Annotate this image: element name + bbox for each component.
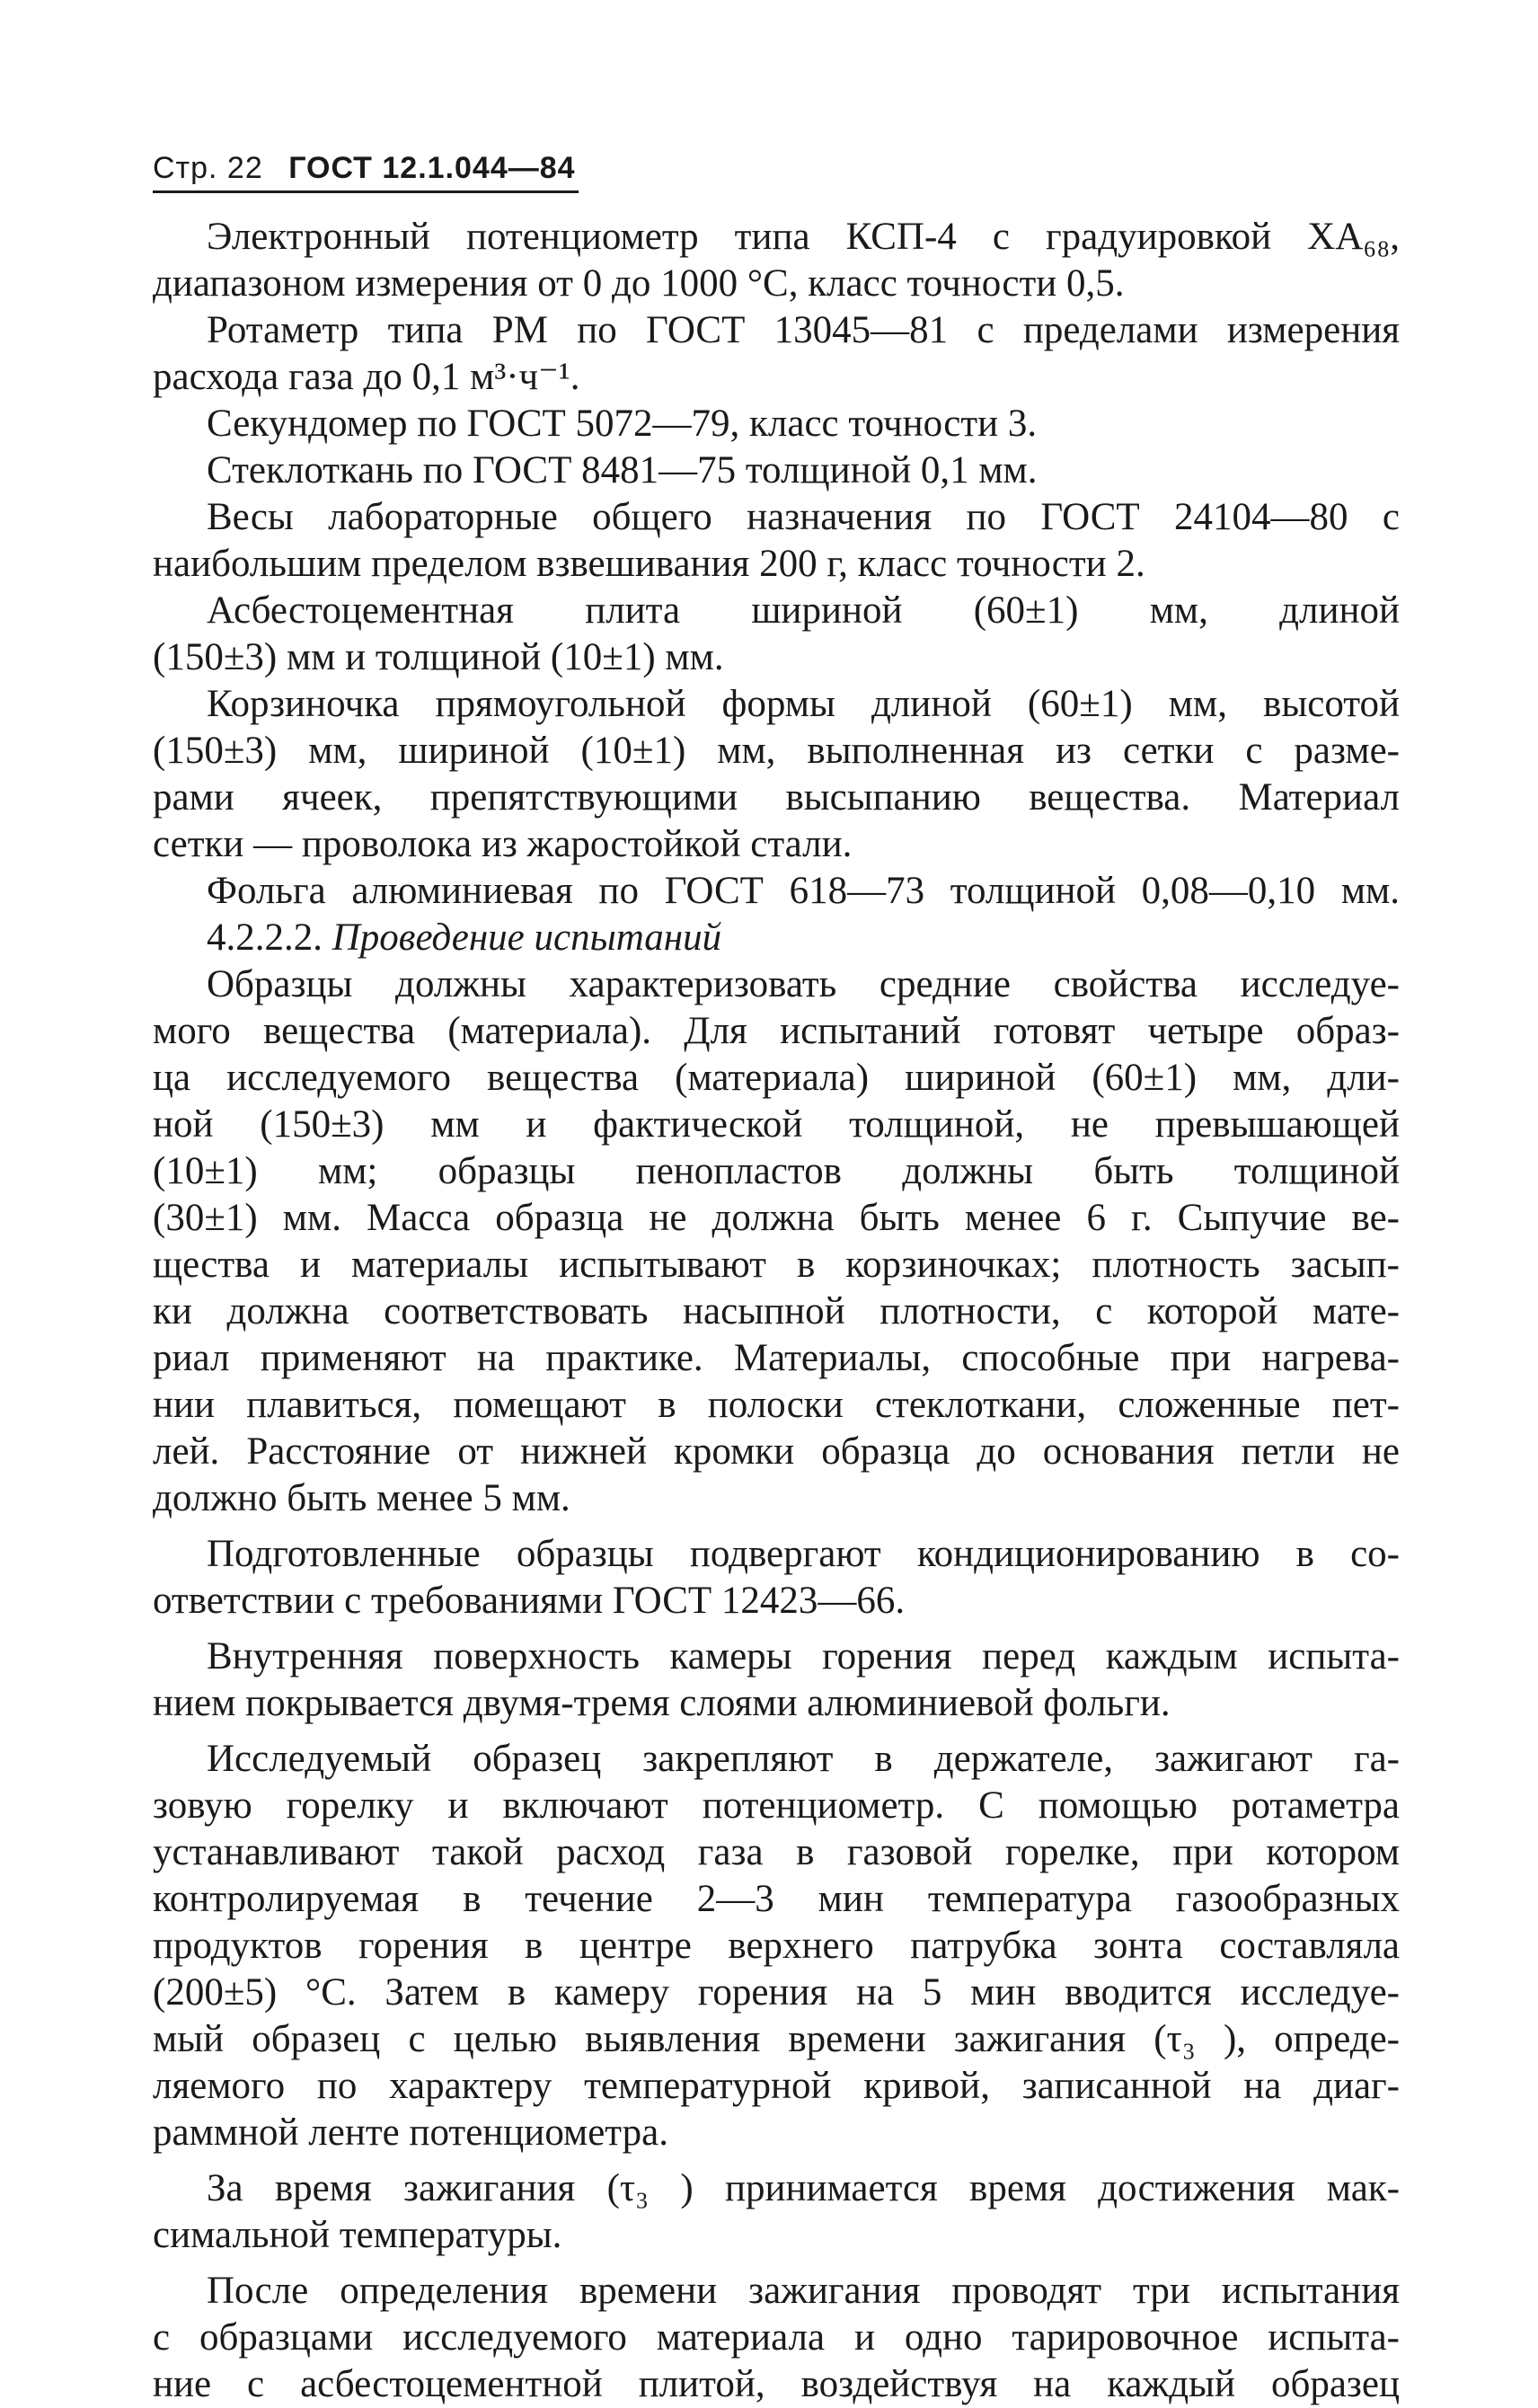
text-line: риал применяют на практике. Материалы, способные при нагрева- (153, 1337, 1400, 1379)
text-line: После определения времени зажигания проводят три испытания (207, 2270, 1400, 2312)
text-line: лей. Расстояние от нижней кромки образца до основания петли не (153, 1430, 1400, 1473)
text-line: (200±5) °С. Затем в камеру горения на 5 мин вводится исследуе- (153, 1971, 1400, 2014)
header-rule (153, 190, 579, 193)
text-line: с образцами исследуемого материала и одно тарировочное испыта- (153, 2316, 1400, 2359)
text-line: Асбестоцементная плита шириной (60±1) мм, длиной (207, 589, 1400, 632)
text-line: Ротаметр типа РМ по ГОСТ 13045—81 с пределами измерения (207, 309, 1400, 351)
text-line: Секундомер по ГОСТ 5072—79, класс точности 3. (207, 403, 1038, 445)
body-text (153, 214, 1400, 2408)
standard-designation: ГОСТ 12.1.044—84 (288, 151, 576, 185)
text-line: (10±1) мм; образцы пенопластов должны быть толщиной (153, 1150, 1400, 1192)
text-line: Фольга алюминиевая по ГОСТ 618—73 толщиной 0,08—0,10 мм. (207, 870, 1400, 912)
text-line: контролируемая в течение 2—3 мин температура газообразных (153, 1878, 1400, 1920)
text-line: раммной ленте потенциометра. (153, 2111, 668, 2154)
page-number: Стр. 22 (153, 151, 263, 185)
text-line: рами ячеек, препятствующими высыпанию вещества. Материал (153, 776, 1400, 819)
text-line: (30±1) мм. Масса образца не должна быть менее 6 г. Сыпучие ве- (153, 1197, 1400, 1239)
text-line: 4.2.2.2. Проведение испытаний (207, 916, 722, 959)
text-line: диапазоном измерения от 0 до 1000 °С, класс точности 0,5. (153, 262, 1125, 305)
text-line: сетки — проволока из жаростойкой стали. (153, 823, 853, 865)
text-line: мого вещества (материала). Для испытаний готовят четыре образ- (153, 1010, 1400, 1052)
paragraph-gap (207, 2156, 1400, 2165)
paragraph-gap (207, 1727, 1400, 1736)
text-line: ной (150±3) мм и фактической толщиной, не превышающей (153, 1103, 1400, 1146)
text-line: Подготовленные образцы подвергают кондиционированию в со- (207, 1533, 1400, 1575)
text-line: ки должна соответствовать насыпной плотности, с которой мате- (153, 1290, 1400, 1332)
text-line: (150±3) мм, шириной (10±1) мм, выполненная из сетки с разме- (153, 730, 1400, 772)
paragraph-gap (207, 2259, 1400, 2268)
text-line: Исследуемый образец закрепляют в держателе, зажигают га- (207, 1738, 1400, 1780)
text-line: ца исследуемого вещества (материала) шириной (60±1) мм, дли- (153, 1057, 1400, 1099)
paragraph-gap (207, 1625, 1400, 1633)
text-line: ние с асбестоцементной плитой, воздействуя на каждый образец (153, 2363, 1400, 2405)
text-line: нием покрывается двумя-тремя слоями алюминиевой фольги. (153, 1682, 1171, 1724)
text-line: Электронный потенциометр типа КСП-4 с градуировкой ХА₆₈, (207, 216, 1400, 258)
text-line: Внутренняя поверхность камеры горения перед каждым испыта- (207, 1635, 1400, 1678)
text-line: должно быть менее 5 мм. (153, 1477, 570, 1519)
text-line: нии плавиться, помещают в полоски стеклоткани, сложенные пет- (153, 1384, 1400, 1426)
text-line: продуктов горения в центре верхнего патрубка зонта составляла (153, 1925, 1400, 1967)
paragraph-gap (207, 1522, 1400, 1531)
page-header (153, 151, 576, 186)
text-line: За время зажигания (τ₃ ) принимается время достижения мак- (207, 2167, 1400, 2209)
text-line: ляемого по характеру температурной кривой, записанной на диаг- (153, 2065, 1400, 2107)
text-line: Весы лабораторные общего назначения по ГОСТ 24104—80 с (207, 496, 1400, 538)
text-line: мый образец с целью выявления времени зажигания (τ₃ ), опреде- (153, 2018, 1400, 2060)
text-line: щества и материалы испытывают в корзиночках; плотность засып- (153, 1244, 1400, 1286)
text-line: Корзиночка прямоугольной формы длиной (60±1) мм, высотой (207, 683, 1400, 725)
text-line: устанавливают такой расход газа в газовой горелке, при котором (153, 1831, 1400, 1873)
text-line: ответствии с требованиями ГОСТ 12423—66. (153, 1580, 906, 1622)
text-line: зовую горелку и включают потенциометр. С помощью ротаметра (153, 1784, 1400, 1827)
text-line: (150±3) мм и толщиной (10±1) мм. (153, 636, 724, 678)
text-line: Образцы должны характеризовать средние свойства исследуе- (207, 963, 1400, 1005)
section-heading: Проведение испытаний (331, 916, 722, 959)
text-line: симальной температуры. (153, 2214, 562, 2256)
text-line: расхода газа до 0,1 м³·ч⁻¹. (153, 356, 580, 398)
text-line: наибольшим пределом взвешивания 200 г, класс точности 2. (153, 543, 1145, 585)
text-line: Стеклоткань по ГОСТ 8481—75 толщиной 0,1 мм. (207, 449, 1038, 491)
